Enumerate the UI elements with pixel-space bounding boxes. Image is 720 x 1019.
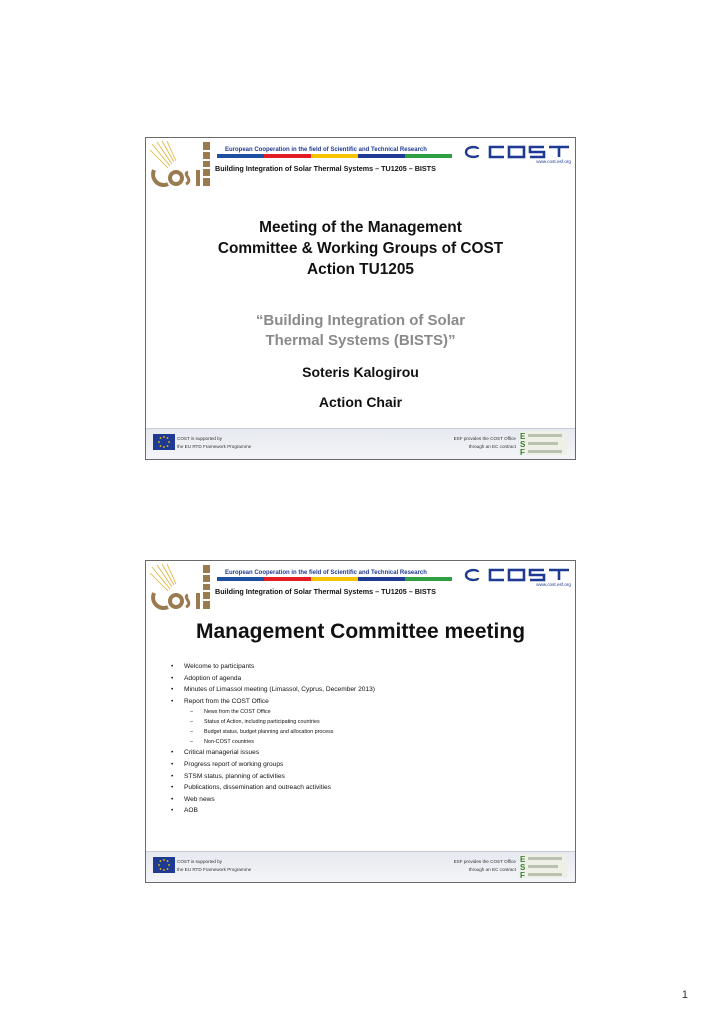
stripe-green: [405, 154, 452, 158]
slide-2: [145, 560, 576, 883]
slide1-quote-line: “Building Integration of Solar: [255, 312, 466, 329]
header-subtitle: Building Integration of Solar Thermal Systems – TU1205 – BISTS: [215, 164, 436, 173]
stripe-yellow: [311, 154, 358, 158]
stripe-blue: [217, 154, 264, 158]
slide1-title-line: Action TU1205: [307, 261, 414, 278]
agenda-item: • Web news: [162, 794, 572, 806]
stripe-red: [264, 577, 311, 581]
footer-left-text: [177, 858, 251, 874]
footer-right-line2: through an EC contract: [468, 444, 516, 449]
header-subtitle: Building Integration of Solar Thermal Systems – TU1205 – BISTS: [215, 587, 436, 596]
eu-flag-icon: [153, 434, 175, 450]
slide1-quote-line: Thermal Systems (BISTS)”: [265, 332, 456, 349]
cost-logo: [464, 144, 574, 160]
svg-text:E: E: [520, 855, 526, 864]
eu-flag-icon: [153, 857, 175, 873]
esf-logo: [519, 431, 567, 455]
slide2-title: Management Committee meeting: [195, 620, 526, 643]
agenda-subitem: – News from the COST Office: [162, 707, 572, 717]
svg-text:S: S: [520, 440, 526, 449]
svg-text:E: E: [520, 432, 526, 441]
agenda-item: • Critical managerial issues: [162, 747, 572, 759]
page-number: 1: [681, 989, 688, 1001]
header-tagline: European Cooperation in the field of Scientific and Technical Research: [225, 147, 427, 153]
stripe-red: [264, 154, 311, 158]
footer-left-line1: COST is supported by: [177, 859, 223, 864]
footer-right-line1: ESF provides the COST Office: [453, 436, 516, 441]
slide1-title: [146, 217, 575, 280]
color-stripes: [217, 154, 452, 158]
agenda-item: • Publications, dissemination and outreach activities: [162, 782, 572, 794]
agenda-item: • Adoption of agenda: [162, 673, 572, 685]
cost-url: www.cost.esf.org: [536, 159, 571, 164]
agenda-subitem: – Budget status, budget planning and allocation process: [162, 727, 572, 737]
footer-left-line2: the EU RTD Framework Programme: [177, 867, 252, 872]
esf-logo: [519, 854, 567, 878]
agenda-subitem: – Status of Action, including participating countries: [162, 717, 572, 727]
footer-left-text: [177, 435, 251, 451]
agenda-item: • Welcome to participants: [162, 661, 572, 673]
header-tagline: European Cooperation in the field of Scientific and Technical Research: [225, 570, 427, 576]
slide1-title-line: Meeting of the Management: [259, 219, 462, 236]
presenter-role: Action Chair: [318, 394, 403, 410]
agenda-item: • Minutes of Limassol meeting (Limassol, Cyprus, December 2013): [162, 684, 572, 696]
agenda-item: • Progress report of working groups: [162, 759, 572, 771]
bists-logo: [148, 563, 212, 613]
cost-url: www.cost.esf.org: [536, 582, 571, 587]
agenda-item: • Report from the COST Office: [162, 696, 572, 708]
svg-text:S: S: [520, 863, 526, 872]
agenda-subitem: – Non-COST countries: [162, 737, 572, 747]
agenda-item: • STSM status, planning of activities: [162, 771, 572, 783]
slide-footer: [146, 851, 575, 882]
slide1-quote: [146, 311, 575, 351]
agenda-item: • AOB: [162, 805, 572, 817]
agenda-list: [162, 661, 572, 817]
footer-right-line1: ESF provides the COST Office: [453, 859, 516, 864]
slide-footer: [146, 428, 575, 459]
stripe-navy: [358, 154, 405, 158]
cost-logo: [464, 567, 574, 583]
stripe-navy: [358, 577, 405, 581]
stripe-green: [405, 577, 452, 581]
footer-left-line2: the EU RTD Framework Programme: [177, 444, 252, 449]
footer-left-line1: COST is supported by: [177, 436, 223, 441]
footer-right-text: [454, 858, 516, 874]
presenter-name: Soteris Kalogirou: [302, 364, 419, 380]
bists-logo: [148, 140, 212, 190]
stripe-blue: [217, 577, 264, 581]
color-stripes: [217, 577, 452, 581]
slide-1: [145, 137, 576, 460]
stripe-yellow: [311, 577, 358, 581]
svg-text:F: F: [520, 871, 525, 878]
footer-right-line2: through an EC contract: [468, 867, 516, 872]
svg-text:F: F: [520, 448, 525, 455]
footer-right-text: [454, 435, 516, 451]
slide1-title-line: Committee & Working Groups of COST: [217, 240, 504, 257]
